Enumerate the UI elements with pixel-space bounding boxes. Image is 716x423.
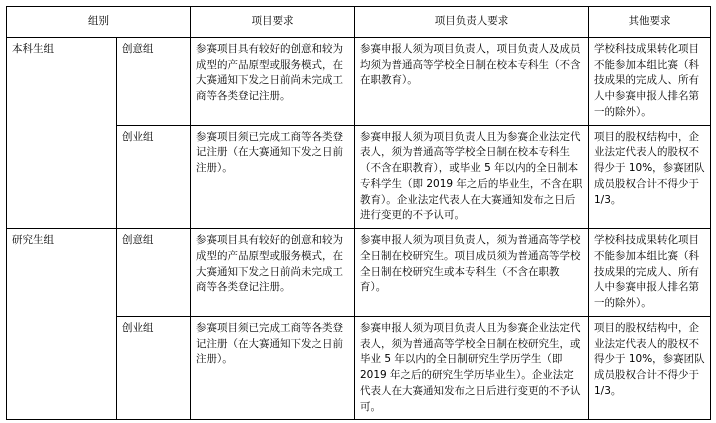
- group-label-graduate: 研究生组: [7, 229, 117, 420]
- project-requirement-startup-undergraduate: 参赛项目须已完成工商等各类登记注册（在大赛通知下发之日前注册）。: [191, 125, 355, 229]
- leader-requirement-startup-undergraduate: 参赛申报人须为项目负责人且为参赛企业法定代表人，须为普通高等学校全日制在校本专科生（不含在职教育），或毕业 5 年以内的全日制本专科学生（即 2019 年之后的毕业生，不含在职教育）。企业法定代表人在大赛通知发布之日后进行变更的不予认可。: [355, 125, 589, 229]
- other-requirement-startup-graduate: 项目的股权结构中，企业法定代表人的股权不得少于 10%，参赛团队成员股权合计不得少于 1/3。: [589, 316, 711, 420]
- subgroup-label-idea-graduate: 创意组: [117, 229, 191, 317]
- header-project-requirement: 项目要求: [191, 7, 355, 38]
- project-requirement-idea-graduate: 参赛项目具有较好的创意和较为成型的产品原型或服务模式，在大赛通知下发之日前尚未完成工商等各类登记注册。: [191, 229, 355, 317]
- competition-requirements-table: [6, 6, 711, 420]
- subgroup-label-startup-undergraduate: 创业组: [117, 125, 191, 229]
- group-label-undergraduate: 本科生组: [7, 37, 117, 228]
- leader-requirement-idea-graduate: 参赛申报人须为项目负责人，须为普通高等学校全日制在校研究生。项目成员须为普通高等学校全日制在校研究生或本专科生（不含在职教育）。: [355, 229, 589, 317]
- header-leader-requirement: 项目负责人要求: [355, 7, 589, 38]
- other-requirement-idea-graduate: 学校科技成果转化项目不能参加本组比赛（科技成果的完成人、所有人中参赛申报人排名第一的除外）。: [589, 229, 711, 317]
- header-group: 组别: [7, 7, 191, 38]
- project-requirement-startup-graduate: 参赛项目须已完成工商等各类登记注册（在大赛通知下发之日前注册）。: [191, 316, 355, 420]
- table-row: [7, 229, 711, 317]
- header-other-requirement: 其他要求: [589, 7, 711, 38]
- other-requirement-idea-undergraduate: 学校科技成果转化项目不能参加本组比赛（科技成果的完成人、所有人中参赛申报人排名第一的除外）。: [589, 37, 711, 125]
- project-requirement-idea-undergraduate: 参赛项目具有较好的创意和较为成型的产品原型或服务模式，在大赛通知下发之日前尚未完成工商等各类登记注册。: [191, 37, 355, 125]
- leader-requirement-startup-graduate: 参赛申报人须为项目负责人且为参赛企业法定代表人，须为普通高等学校全日制在校研究生，或毕业 5 年以内的全日制研究生学历学生（即 2019 年之后的研究生学历毕业生）。企业法定代表人在大赛通知发布之日后进行变更的不予认可。: [355, 316, 589, 420]
- table-row: [7, 37, 711, 125]
- subgroup-label-startup-graduate: 创业组: [117, 316, 191, 420]
- table-body: [7, 37, 711, 420]
- leader-requirement-idea-undergraduate: 参赛申报人须为项目负责人，项目负责人及成员均须为普通高等学校全日制在校本专科生（不含在职教育）。: [355, 37, 589, 125]
- subgroup-label-idea-undergraduate: 创意组: [117, 37, 191, 125]
- other-requirement-startup-undergraduate: 项目的股权结构中，企业法定代表人的股权不得少于 10%，参赛团队成员股权合计不得少于 1/3。: [589, 125, 711, 229]
- table-header: [7, 7, 711, 38]
- table-header-row: [7, 7, 711, 38]
